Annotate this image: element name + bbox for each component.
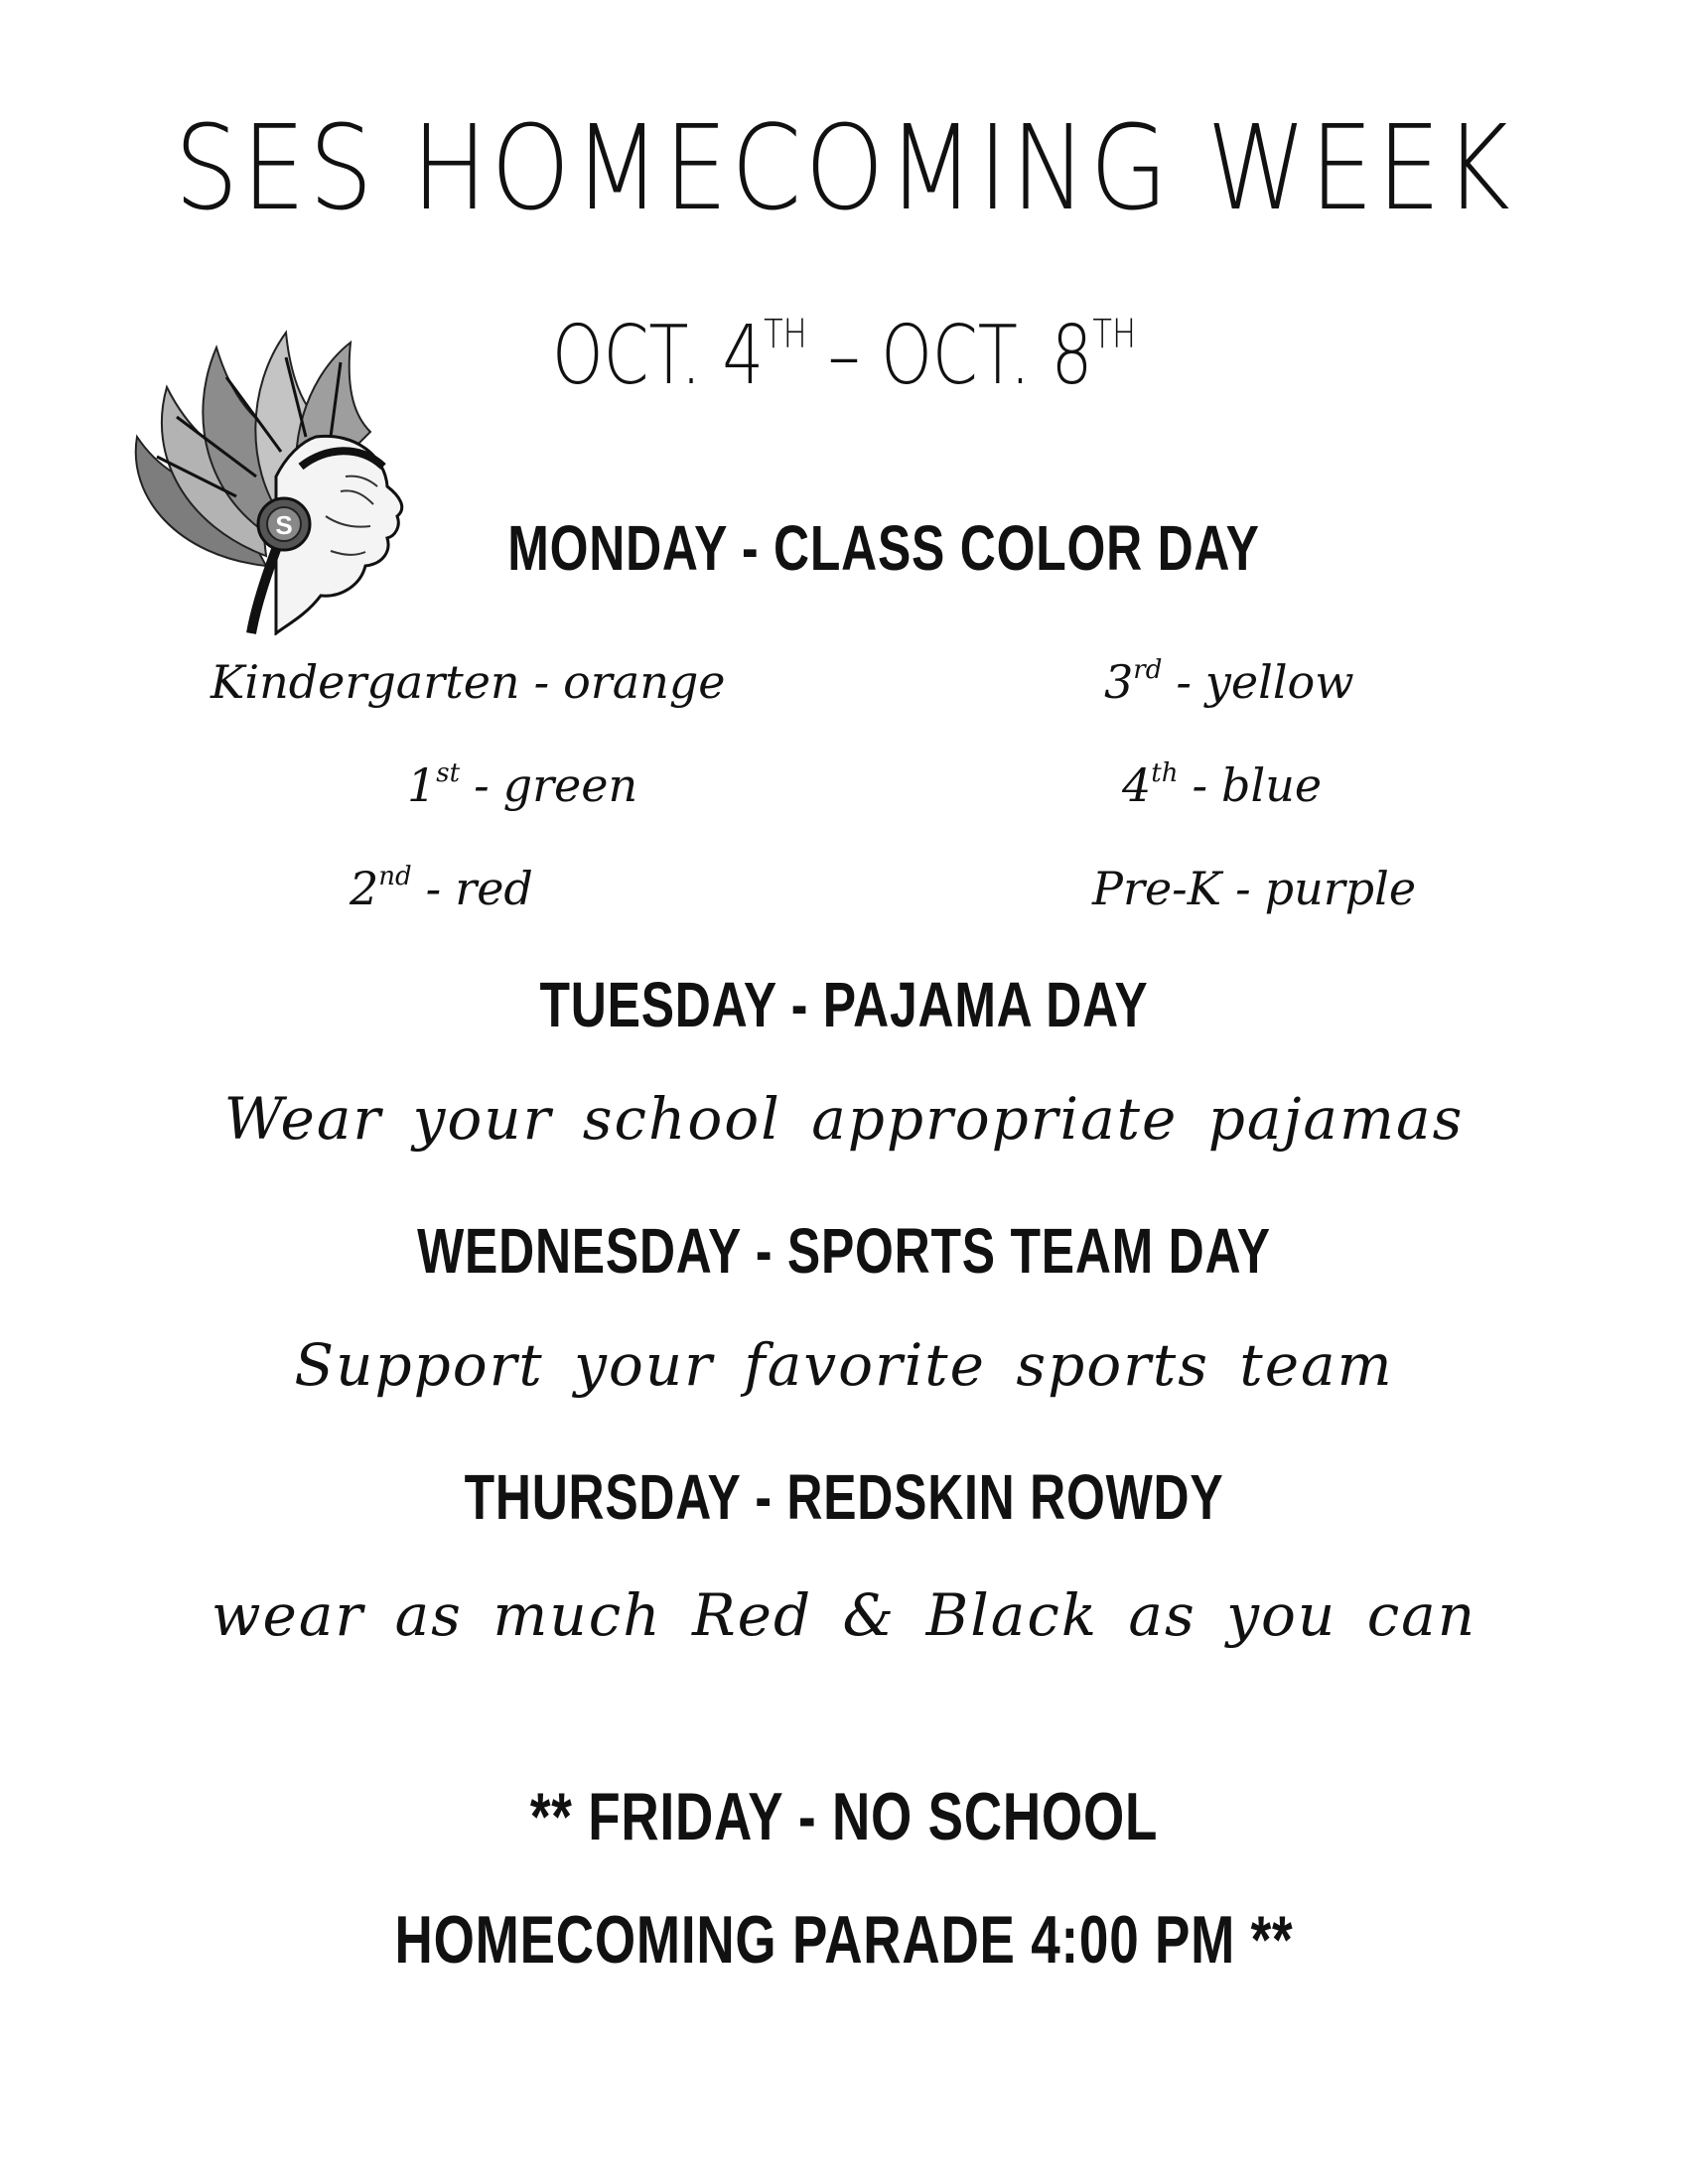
end-date: OCT. 8 xyxy=(881,309,1093,403)
grade-separator: - xyxy=(1235,862,1251,915)
tuesday-heading: TUESDAY - PAJAMA DAY xyxy=(539,969,1149,1040)
start-date-suffix: TH xyxy=(764,312,807,357)
grade-separator: - xyxy=(425,862,442,915)
grade-label: 3 xyxy=(1104,655,1134,709)
grade-suffix: th xyxy=(1151,758,1179,788)
thursday-description: wear as much Red & Black as you can xyxy=(211,1581,1477,1649)
grade-color: yellow xyxy=(1204,655,1354,709)
grade-label: 2 xyxy=(350,862,379,915)
grade-1st xyxy=(407,758,638,812)
grade-color: orange xyxy=(563,655,726,709)
grade-suffix: nd xyxy=(378,862,412,891)
wednesday-description: Support your favorite sports team xyxy=(294,1331,1394,1399)
grade-separator: - xyxy=(1192,758,1208,812)
grade-3rd xyxy=(1104,655,1354,709)
grade-label: 4 xyxy=(1122,758,1152,812)
monday-heading: MONDAY - CLASS COLOR DAY xyxy=(507,512,1260,584)
emblem-letter: S xyxy=(275,510,293,540)
thursday-heading: THURSDAY - REDSKIN ROWDY xyxy=(464,1461,1224,1533)
grade-color: red xyxy=(455,862,533,915)
grade-separator: - xyxy=(474,758,490,812)
grade-2nd xyxy=(350,862,533,915)
grade-4th xyxy=(1122,758,1323,812)
grade-pre-k xyxy=(1092,862,1417,915)
grade-label: Pre-K xyxy=(1092,862,1222,915)
grade-suffix: st xyxy=(436,758,461,788)
friday-heading: ** FRIDAY - NO SCHOOL xyxy=(529,1779,1159,1854)
parade-notice: HOMECOMING PARADE 4:00 PM ** xyxy=(394,1902,1294,1978)
grade-color: blue xyxy=(1221,758,1323,812)
grade-separator: - xyxy=(1176,655,1192,709)
grade-label: 1 xyxy=(407,758,437,812)
end-date-suffix: TH xyxy=(1092,312,1137,357)
date-dash: – xyxy=(806,309,882,403)
start-date: OCT. 4 xyxy=(551,309,765,403)
grade-separator: - xyxy=(533,655,550,709)
tuesday-description: Wear your school appropriate pajamas xyxy=(223,1085,1465,1153)
headdress-mascot-icon xyxy=(117,318,435,635)
grade-color: green xyxy=(502,758,638,812)
grade-kindergarten xyxy=(211,655,726,709)
grade-color: purple xyxy=(1264,862,1417,915)
grade-suffix: rd xyxy=(1133,655,1163,685)
wednesday-heading: WEDNESDAY - SPORTS TEAM DAY xyxy=(417,1215,1271,1287)
date-range xyxy=(510,309,1178,403)
grade-label: Kindergarten xyxy=(211,655,520,709)
page-title: SES HOMECOMING WEEK xyxy=(174,99,1514,236)
